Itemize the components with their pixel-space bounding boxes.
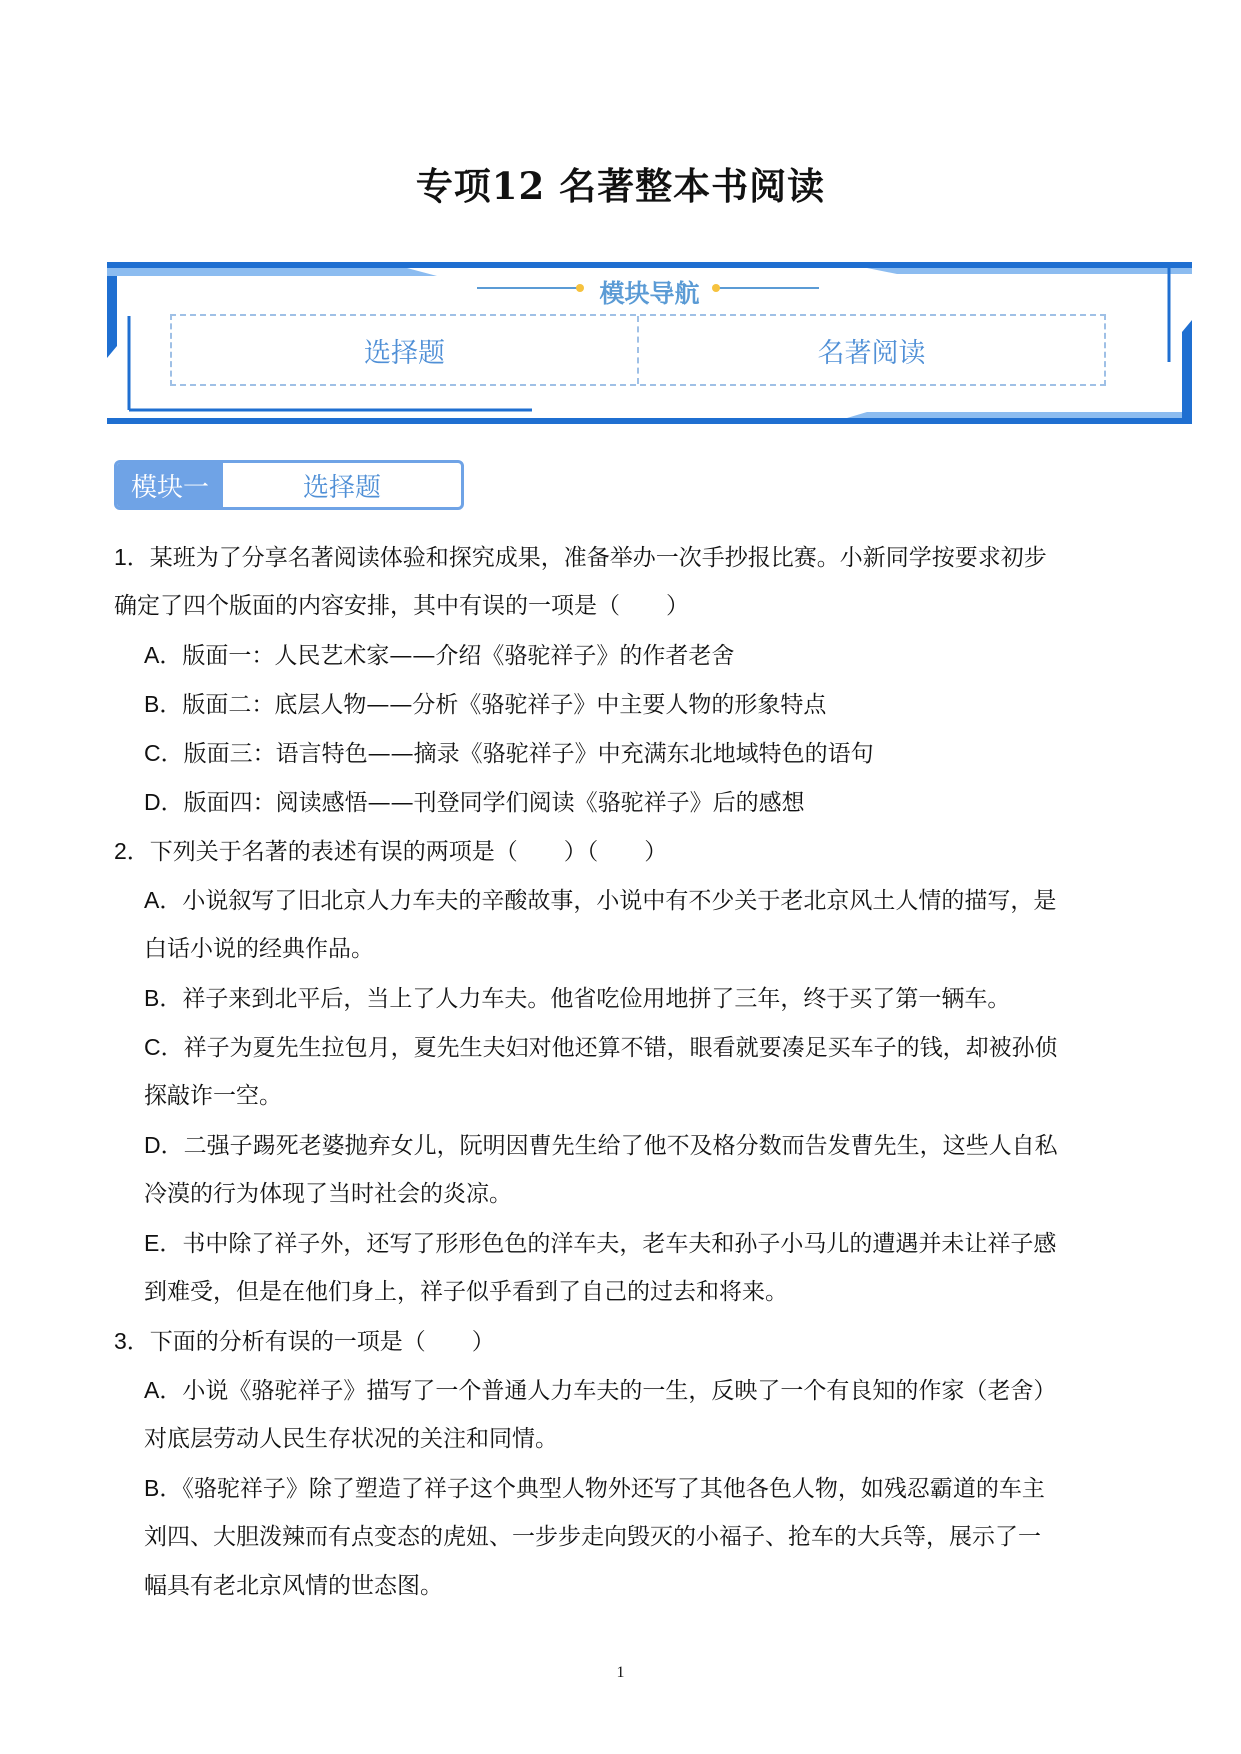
question-1-line-1: 1．某班为了分享名著阅读体验和探究成果，准备举办一次手抄报比赛。小新同学按要求初步 [114,544,1047,571]
question-1-option-b: B．版面二：底层人物——分析《骆驼祥子》中主要人物的形象特点 [144,691,827,718]
question-number: 3． [114,1328,150,1354]
question-1-option-a: A．版面一：人民艺术家——介绍《骆驼祥子》的作者老舍 [144,642,735,669]
question-1-option-c: C．版面三：语言特色——摘录《骆驼祥子》中充满东北地域特色的语句 [144,740,874,767]
module-navigation [107,262,1192,424]
nav-link-choice[interactable]: 选择题 [364,337,445,369]
question-3-option-b-cont-2: 幅具有老北京风情的世态图。 [144,1573,443,1599]
nav-heading: 模块导航 [599,279,700,308]
question-2-option-e: E．书中除了祥子外，还写了形形色色的洋车夫，老车夫和孙子小马儿的遭遇并未让祥子感 [144,1230,1057,1257]
question-2-option-e-cont: 到难受，但是在他们身上，祥子似乎看到了自己的过去和将来。 [144,1279,788,1305]
nav-link-reading[interactable]: 名著阅读 [637,316,1104,384]
section-tag: 模块一 [117,463,223,507]
page-number: 1 [616,1664,625,1681]
question-2-option-b: B．祥子来到北平后，当上了人力车夫。他省吃俭用地拼了三年，终于买了第一辆车。 [144,985,1011,1012]
question-2-option-a: A．小说叙写了旧北京人力车夫的辛酸故事，小说中有不少关于老北京风土人情的描写，是 [144,887,1057,914]
question-2-option-c-cont: 探敲诈一空。 [144,1083,282,1109]
question-number: 2． [114,838,150,864]
question-3-option-b: B．《骆驼祥子》除了塑造了祥子这个典型人物外还写了其他各色人物，如残忍霸道的车主 [144,1475,1045,1502]
question-2-option-d: D．二强子踢死老婆抛弃女儿，阮明因曹先生给了他不及格分数而告发曹先生，这些人自私 [144,1132,1058,1159]
nav-links [170,314,1106,386]
question-2-option-d-cont: 冷漠的行为体现了当时社会的炎凉。 [144,1181,512,1207]
question-3-option-a-cont: 对底层劳动人民生存状况的关注和同情。 [144,1426,558,1452]
page-title: 专项12 名著整本书阅读 [415,164,826,208]
section-header [114,460,464,510]
question-2-option-a-cont: 白话小说的经典作品。 [144,936,374,962]
section-title: 选择题 [302,472,381,503]
question-1-line-2: 确定了四个版面的内容安排，其中有误的一项是（ ） [114,593,689,619]
question-3-option-a: A．小说《骆驼祥子》描写了一个普通人力车夫的一生，反映了一个有良知的作家（老舍） [144,1377,1057,1404]
question-1-option-d: D．版面四：阅读感悟——刊登同学们阅读《骆驼祥子》后的感想 [144,789,805,816]
question-2-option-c: C．祥子为夏先生拉包月，夏先生夫妇对他还算不错，眼看就要凑足买车子的钱，却被孙侦 [144,1034,1058,1061]
question-3-line-1: 3．下面的分析有误的一项是（ ） [114,1328,495,1355]
question-number: 1． [114,544,150,570]
question-3-option-b-cont-1: 刘四、大胆泼辣而有点变态的虎妞、一步步走向毁灭的小福子、抢车的大兵等，展示了一 [144,1524,1041,1550]
question-2-line-1: 2．下列关于名著的表述有误的两项是（ ）（ ） [114,838,668,865]
